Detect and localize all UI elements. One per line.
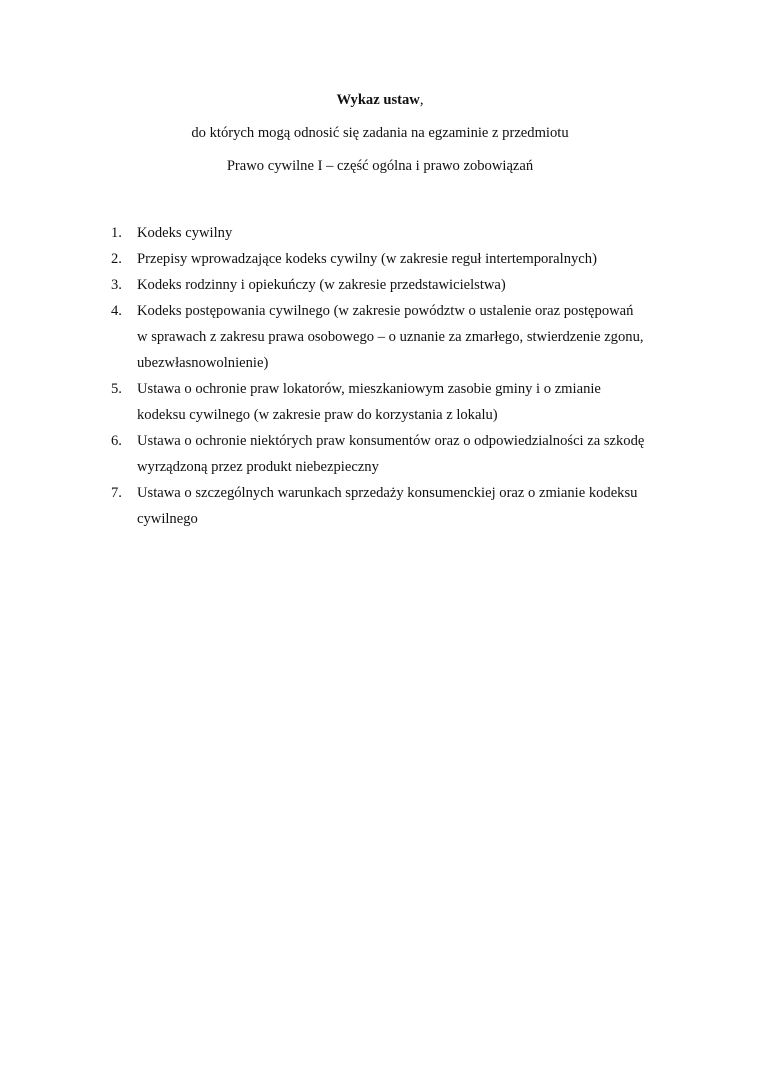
act-list-item — [0, 428, 760, 480]
act-number: 4. — [111, 303, 122, 319]
act-text-line: Przepisy wprowadzające kodeks cywilny (w zakresie reguł intertemporalnych) — [137, 251, 597, 267]
document-subtitle: do których mogą odnosić się zadania na egzaminie z przedmiotu — [191, 125, 569, 141]
act-text-line: cywilnego — [137, 511, 198, 527]
act-list-item — [0, 272, 760, 298]
act-number: 5. — [111, 381, 122, 397]
act-text-line: Ustawa o szczególnych warunkach sprzedaży konsumenckiej oraz o zmianie kodeksu — [137, 485, 638, 501]
act-text-line: kodeksu cywilnego (w zakresie praw do korzystania z lokalu) — [137, 407, 498, 423]
act-number: 2. — [111, 251, 122, 267]
act-list-item — [0, 246, 760, 272]
act-number: 7. — [111, 485, 122, 501]
document-title — [0, 91, 760, 109]
act-list — [0, 220, 760, 532]
act-list-item — [0, 376, 760, 428]
act-list-item — [0, 480, 760, 532]
act-text-line: Ustawa o ochronie niektórych praw konsumentów oraz o odpowiedzialności za szkodę — [137, 433, 645, 449]
course-subject: Prawo cywilne I – część ogólna i prawo zobowiązań — [226, 158, 534, 174]
act-text-line: wyrządzoną przez produkt niebezpieczny — [137, 459, 379, 475]
act-text-line: Kodeks rodzinny i opiekuńczy (w zakresie przedstawicielstwa) — [137, 277, 506, 293]
act-number: 3. — [111, 277, 122, 293]
document-title-suffix: , — [419, 92, 424, 108]
act-text-line: w sprawach z zakresu prawa osobowego – o uznanie za zmarłego, stwierdzenie zgonu, — [137, 329, 644, 345]
act-list-item — [0, 298, 760, 376]
act-text-line: Kodeks cywilny — [137, 225, 233, 241]
act-text-line: Ustawa o ochronie praw lokatorów, mieszkaniowym zasobie gminy i o zmianie — [137, 381, 601, 397]
document-title-bold: Wykaz ustaw — [336, 92, 420, 108]
act-text-line: ubezwłasnowolnienie) — [137, 355, 269, 371]
act-list-item — [0, 220, 760, 246]
act-number: 6. — [111, 433, 122, 449]
act-text-line: Kodeks postępowania cywilnego (w zakresie powództw o ustalenie oraz postępowań — [137, 303, 634, 319]
act-number: 1. — [111, 225, 122, 241]
